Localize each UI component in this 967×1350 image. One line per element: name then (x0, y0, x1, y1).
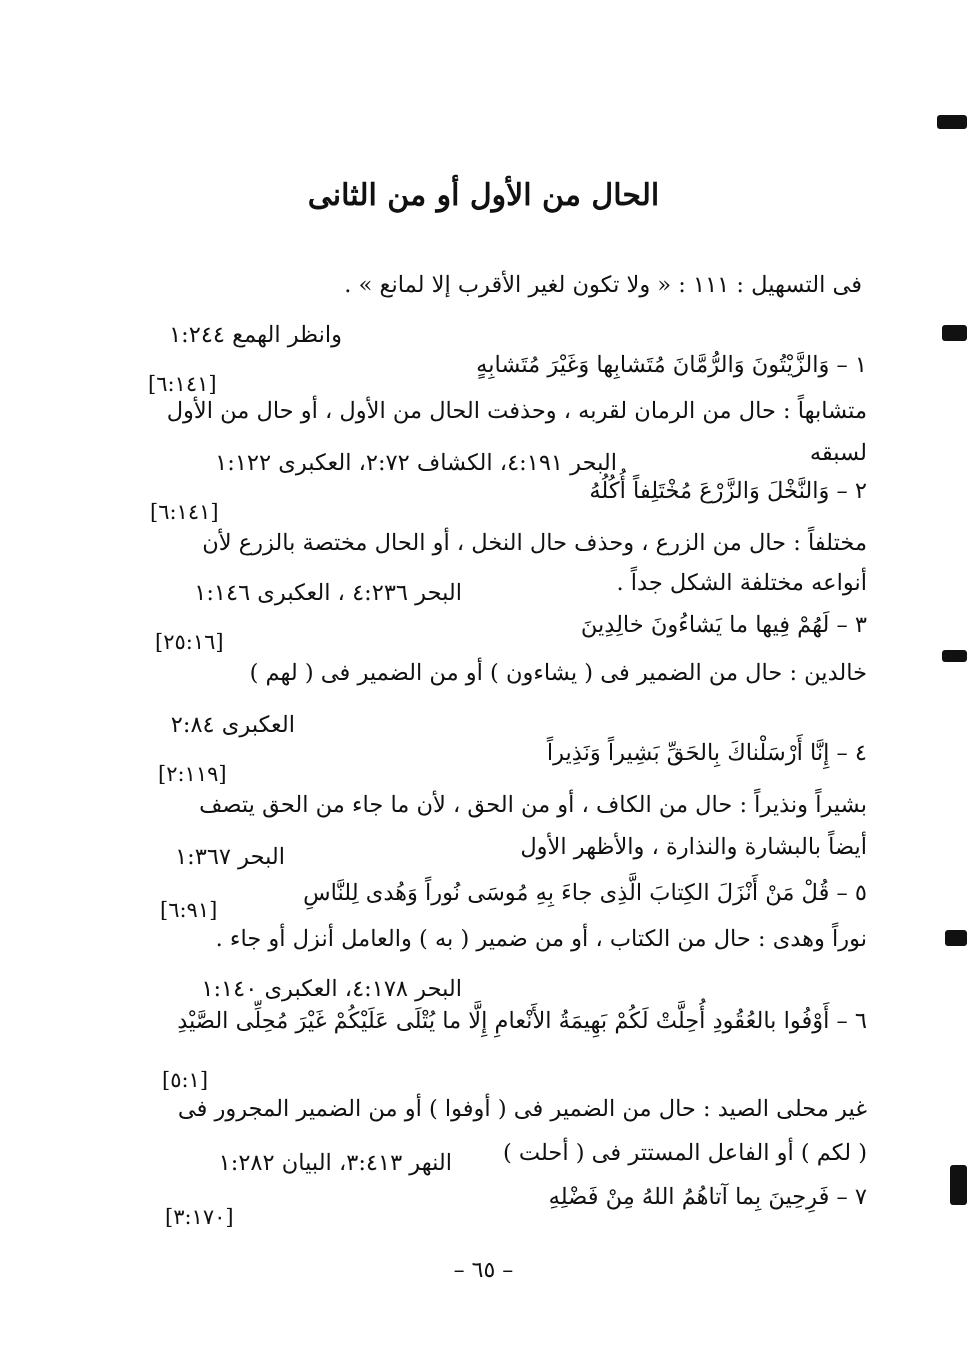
verse-citation-5: [٦:٩١] (160, 898, 218, 922)
scan-edge-mark (942, 650, 967, 662)
source-5: البحر ٤:١٧٨، العكبرى ١:١٤٠ (201, 976, 462, 1002)
note-1-line-2: لسبقه (809, 440, 867, 466)
verse-citation-1: [٦:١٤١] (148, 372, 217, 396)
source-4: البحر ١:٣٦٧ (175, 844, 285, 870)
verse-6: ٦ – أَوْفُوا بالعُقُودِ أُحِلَّتْ لَكُمْ بَهِيمَةُ الأَنْعامِ إِلَّا ما يُتْلَى عَلَيْكُمْ غَيْرَ مُحِلِّى الصَّيْدِ (177, 1008, 867, 1034)
intro-reference: وانظر الهمع ١:٢٤٤ (169, 322, 342, 348)
scan-edge-mark (937, 115, 967, 129)
note-1-line-1: متشابهاً : حال من الرمان لقربه ، وحذفت الحال من الأول ، أو حال من الأول (166, 398, 867, 424)
verse-citation-6: [٥:١] (162, 1068, 209, 1092)
source-6: النهر ٣:٤١٣، البيان ١:٢٨٢ (218, 1150, 452, 1176)
note-5-line-1: نوراً وهدى : حال من الكتاب ، أو من ضمير ( به ) والعامل أنزل أو جاء . (215, 926, 867, 952)
verse-7: ٧ – فَرِحِينَ بِما آتاهُمُ اللهُ مِنْ فَضْلِهِ (548, 1184, 867, 1210)
page-number: – ٦٥ – (453, 1258, 514, 1283)
intro-text: فى التسهيل : ١١١ : « ولا تكون لغير الأقرب إلا لمانع » . (344, 272, 862, 298)
source-3: العكبرى ٢:٨٤ (170, 712, 295, 738)
note-6-line-1: غير محلى الصيد : حال من الضمير فى ( أوفوا ) أو من الضمير المجرور فى (177, 1096, 867, 1122)
verse-1: ١ – وَالزَّيْتُونَ وَالرُّمَّانَ مُتَشابِها وَغَيْرَ مُتَشابِهٍ (476, 352, 867, 378)
verse-3: ٣ – لَهُمْ فِيها ما يَشاءُونَ خالِدِينَ (580, 612, 867, 638)
verse-citation-2: [٦:١٤١] (150, 500, 219, 524)
verse-2: ٢ – وَالنَّخْلَ وَالزَّرْعَ مُخْتَلِفاً أُكُلُهُ (589, 478, 867, 504)
note-4-line-1: بشيراً ونذيراً : حال من الكاف ، أو من الحق ، لأن ما جاء من الحق يتصف (199, 792, 867, 818)
note-4-line-2: أيضاً بالبشارة والنذارة ، والأظهر الأول (520, 834, 867, 860)
note-6-line-2: ( لكم ) أو الفاعل المستتر فى ( أحلت ) (502, 1140, 867, 1166)
page-title: الحال من الأول أو من الثانى (307, 178, 660, 213)
verse-citation-7: [٣:١٧٠] (165, 1205, 234, 1229)
verse-5: ٥ – قُلْ مَنْ أَنْزَلَ الكِتابَ الَّذِى جاءَ بِهِ مُوسَى نُوراً وَهُدى لِلنَّاسِ (303, 880, 867, 906)
scan-edge-mark (950, 1165, 967, 1205)
note-2-line-2: أنواعه مختلفة الشكل جداً . (616, 570, 867, 596)
verse-4: ٤ – إِنَّا أَرْسَلْناكَ بِالحَقِّ بَشِيراً وَنَذِيراً (546, 740, 867, 766)
verse-citation-3: [٢٥:١٦] (155, 630, 224, 654)
source-2: البحر ٤:٢٣٦ ، العكبرى ١:١٤٦ (194, 580, 462, 606)
verse-citation-4: [٢:١١٩] (158, 762, 227, 786)
source-1: البحر ٤:١٩١، الكشاف ٢:٧٢، العكبرى ١:١٢٢ (215, 450, 617, 476)
note-2-line-1: مختلفاً : حال من الزرع ، وحذف حال النخل ، أو الحال مختصة بالزرع لأن (202, 530, 867, 556)
scan-edge-mark (945, 930, 967, 946)
note-3-line-1: خالدين : حال من الضمير فى ( يشاءون ) أو من الضمير فى ( لهم ) (249, 660, 867, 686)
scan-edge-mark (942, 325, 967, 341)
